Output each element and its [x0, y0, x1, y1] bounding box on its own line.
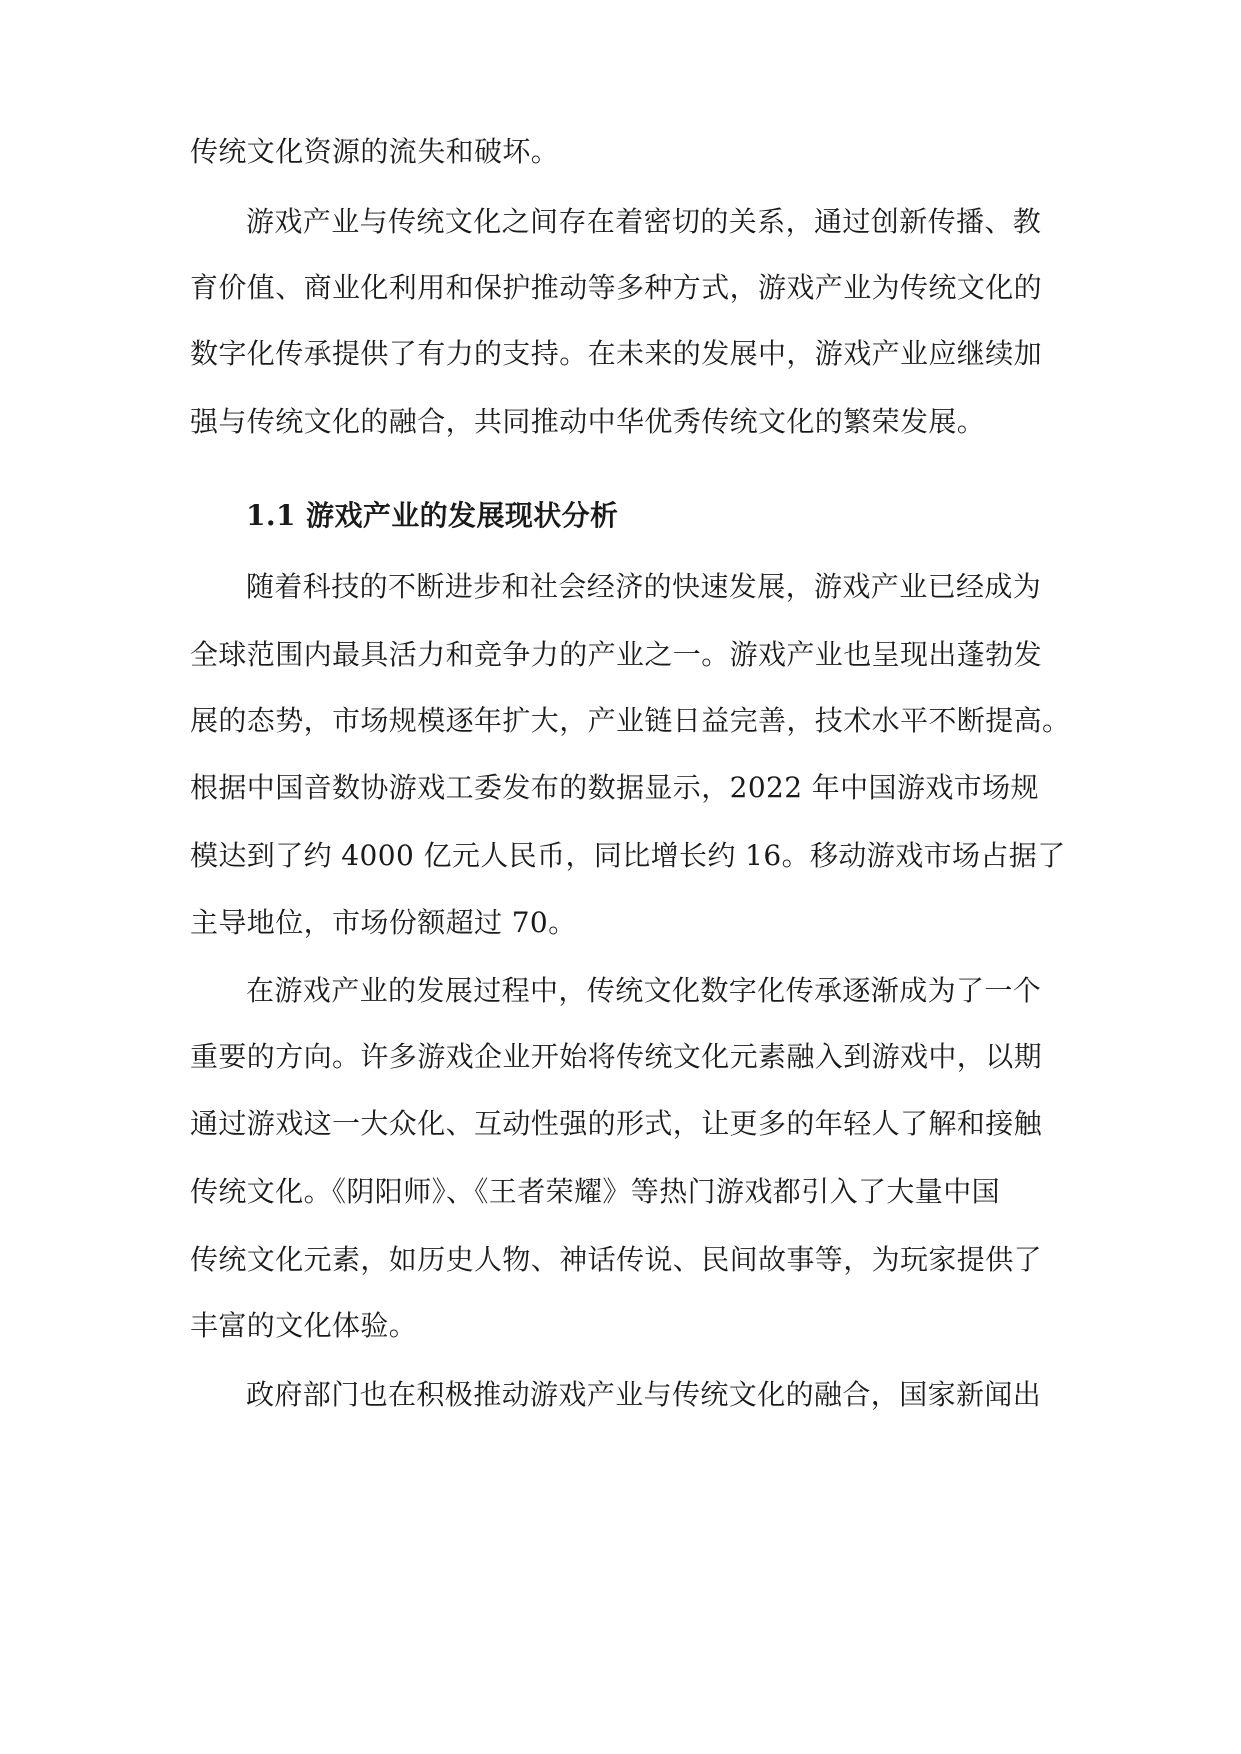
paragraph-line: 展的态势，市场规模逐年扩大，产业链日益完善，技术水平不断提高。 [190, 704, 1071, 737]
paragraph-line: 重要的方向。许多游戏企业开始将传统文化元素融入到游戏中，以期 [190, 1040, 1043, 1073]
paragraph-line: 丰富的文化体验。 [190, 1309, 418, 1342]
paragraph-line: 育价值、商业化利用和保护推动等多种方式，游戏产业为传统文化的 [190, 271, 1043, 304]
paragraph-line: 数字化传承提供了有力的支持。在未来的发展中，游戏产业应继续加 [190, 337, 1043, 370]
paragraph-line: 游戏产业与传统文化之间存在着密切的关系，通过创新传播、教 [246, 205, 1042, 238]
paragraph-line: 主导地位，市场份额超过 70。 [190, 906, 577, 939]
paragraph-line: 传统文化。《阴阳师》、《王者荣耀》等热门游戏都引入了大量中国 [190, 1175, 1001, 1208]
section-heading: 1.1 游戏产业的发展现状分析 [246, 499, 619, 532]
paragraph-line: 政府部门也在积极推动游戏产业与传统文化的融合，国家新闻出 [246, 1378, 1042, 1411]
paragraph-line: 传统文化资源的流失和破坏。 [190, 135, 560, 168]
paragraph-line: 传统文化元素，如历史人物、神话传说、民间故事等，为玩家提供了 [190, 1243, 1043, 1276]
paragraph-line: 随着科技的不断进步和社会经济的快速发展，游戏产业已经成为 [246, 570, 1042, 603]
paragraph-line: 强与传统文化的融合，共同推动中华优秀传统文化的繁荣发展。 [190, 405, 986, 438]
paragraph-line: 模达到了约 4000 亿元人民币，同比增长约 16。移动游戏市场占据了 [190, 839, 1066, 872]
paragraph-line: 通过游戏这一大众化、互动性强的形式，让更多的年轻人了解和接触 [190, 1107, 1043, 1140]
paragraph-line: 根据中国音数协游戏工委发布的数据显示，2022 年中国游戏市场规 [190, 771, 1039, 804]
paragraph-line: 全球范围内最具活力和竞争力的产业之一。游戏产业也呈现出蓬勃发 [190, 638, 1043, 671]
paragraph-line: 在游戏产业的发展过程中，传统文化数字化传承逐渐成为了一个 [246, 974, 1042, 1007]
